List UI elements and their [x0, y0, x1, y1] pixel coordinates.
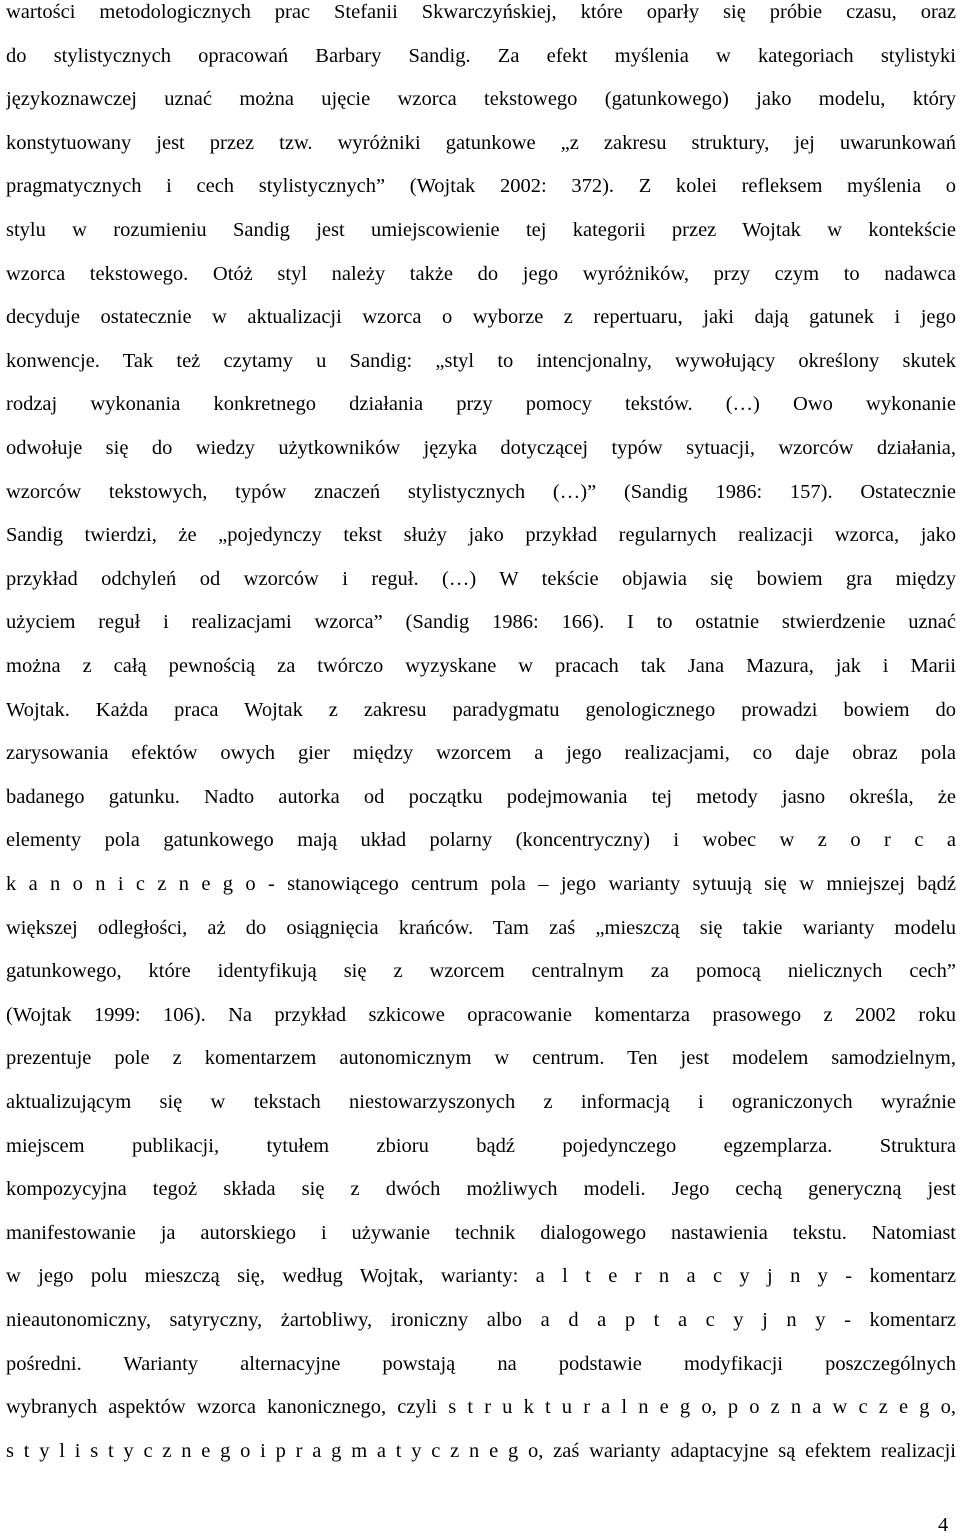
text-line: pośredni. Warianty alternacyjne powstają na podstawie modyfikacji poszczególnych	[6, 1352, 956, 1375]
text-line: kompozycyjna tegoż składa się z dwóch możliwych modeli. Jego cechą generyczną jest	[6, 1178, 956, 1201]
text-line: konwencje. Tak też czytamy u Sandig: „styl to intencjonalny, wywołujący określony skutek	[6, 349, 956, 372]
text-line: Wojtak. Każda praca Wojtak z zakresu paradygmatu genologicznego prowadzi bowiem do	[6, 698, 956, 721]
text-line: s t y l i s t y c z n e g o i p r a g m a t y c z n e g o, zaś warianty adaptacyjne są efektem realizacji	[6, 1439, 956, 1462]
text-line: aktualizującym się w tekstach niestowarzyszonych z informacją i ograniczonych wyraźnie	[6, 1091, 956, 1113]
text-line: wzorca tekstowego. Otóż styl należy także do jego wyróżników, przy czym to nadawca	[6, 262, 956, 285]
text-line: można z całą pewnością za twórczo wyzyskane w pracach tak Jana Mazura, jak i Marii	[6, 655, 956, 677]
text-line: k a n o n i c z n e g o - stanowiącego centrum pola – jego warianty sytuują się w mniejszej bądź	[6, 873, 956, 895]
text-line: decyduje ostatecznie w aktualizacji wzorca o wyborze z repertuaru, jaki dają gatunek i jego	[6, 306, 956, 329]
text-line: większej odległości, aż do osiągnięcia krańców. Tam zaś „mieszczą się takie warianty modelu	[6, 916, 956, 939]
text-line: elementy pola gatunkowego mają układ polarny (koncentryczny) i wobec w z o r c a	[6, 829, 956, 852]
text-line: rodzaj wykonania konkretnego działania przy pomocy tekstów. (…) Owo wykonanie	[6, 393, 956, 416]
page-number: 4	[938, 1514, 949, 1536]
text-line: stylu w rozumieniu Sandig jest umiejscowienie tej kategorii przez Wojtak w kontekście	[6, 219, 956, 241]
text-line: prezentuje pole z komentarzem autonomicznym w centrum. Ten jest modelem samodzielnym,	[6, 1047, 956, 1070]
text-line: gatunkowego, które identyfikują się z wzorcem centralnym za pomocą nielicznych cech”	[6, 960, 956, 983]
text-line: miejscem publikacji, tytułem zbioru bądź pojedynczego egzemplarza. Struktura	[6, 1134, 956, 1157]
text-line: manifestowanie ja autorskiego i używanie technik dialogowego nastawienia tekstu. Natomiast	[6, 1221, 956, 1244]
text-line: wybranych aspektów wzorca kanonicznego, czyli s t r u k t u r a l n e g o, p o z n a w c z e g o,	[6, 1396, 956, 1419]
text-line: wartości metodologicznych prac Stefanii Skwarczyńskiej, które oparły się próbie czasu, oraz	[6, 1, 956, 23]
text-line: wzorców tekstowych, typów znaczeń stylistycznych (…)” (Sandig 1986: 157). Ostatecznie	[6, 480, 956, 503]
text-line: użyciem reguł i realizacjami wzorca” (Sandig 1986: 166). I to ostatnie stwierdzenie uznać	[6, 611, 956, 634]
text-line: w jego polu mieszczą się, według Wojtak, warianty: a l t e r n a c y j n y - komentarz	[6, 1265, 956, 1288]
text-line: językoznawczej uznać można ujęcie wzorca tekstowego (gatunkowego) jako modelu, który	[6, 88, 956, 111]
text-line: pragmatycznych i cech stylistycznych” (Wojtak 2002: 372). Z kolei refleksem myślenia o	[6, 175, 956, 198]
text-line: zarysowania efektów owych gier między wzorcem a jego realizacjami, co daje obraz pola	[6, 742, 956, 765]
text-line: konstytuowany jest przez tzw. wyróżniki gatunkowe „z zakresu struktury, jej uwarunkowań	[6, 131, 956, 154]
text-line: Sandig twierdzi, że „pojedynczy tekst służy jako przykład regularnych realizacji wzorca, jako	[6, 524, 956, 547]
text-line: przykład odchyleń od wzorców i reguł. (…) W tekście objawia się bowiem gra między	[6, 567, 956, 590]
text-line: do stylistycznych opracowań Barbary Sandig. Za efekt myślenia w kategoriach stylistyki	[6, 44, 956, 67]
text-line: nieautonomiczny, satyryczny, żartobliwy, ironiczny albo a d a p t a c y j n y - komentarz	[6, 1309, 956, 1331]
text-line: odwołuje się do wiedzy użytkowników języka dotyczącej typów sytuacji, wzorców działania,	[6, 437, 956, 459]
text-line: badanego gatunku. Nadto autorka od początku podejmowania tej metody jasno określa, że	[6, 785, 956, 808]
text-line: (Wojtak 1999: 106). Na przykład szkicowe opracowanie komentarza prasowego z 2002 roku	[6, 1003, 956, 1026]
